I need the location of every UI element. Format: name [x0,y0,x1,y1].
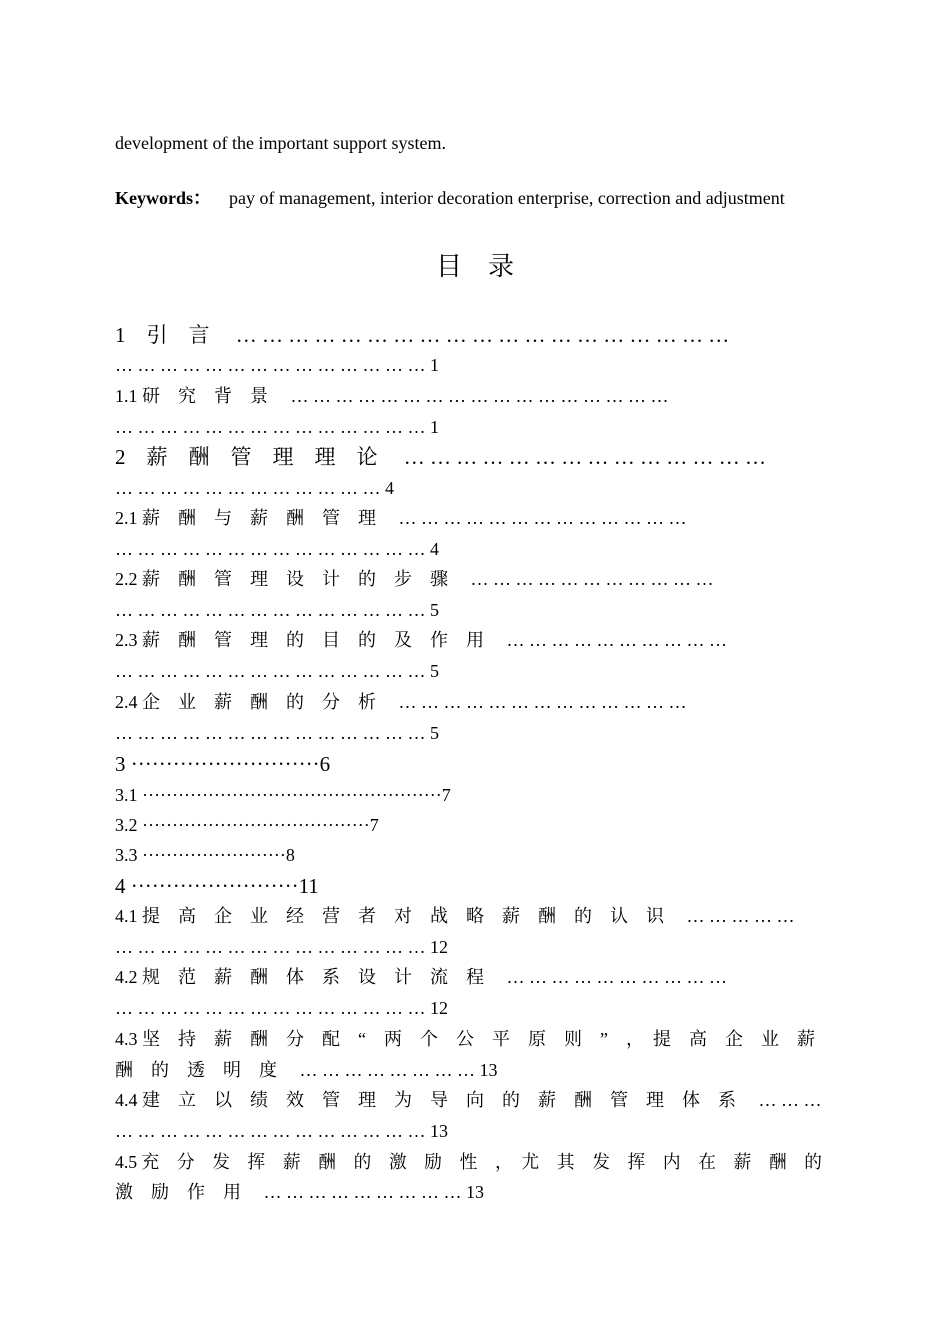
toc-entry-4-1-line2[interactable]: … … … … … … … … … … … … … … 12 [115,937,448,957]
toc-entry-2-3-line1[interactable]: 2.3 薪 酬 管 理 的 目 的 及 作 用 … … … … … … … … … … [115,630,727,650]
toc-entry-2-2-line1[interactable]: 2.2 薪 酬 管 理 设 计 的 步 骤 … … … … … … … … … … … [115,569,714,589]
toc-entry-2-3-line2[interactable]: … … … … … … … … … … … … … … 5 [115,661,439,681]
toc-entry-1-1-line1[interactable]: 1.1 研 究 背 景 … … … … … … … … … … … … … … … … … [115,386,669,406]
toc-entry-2-4-line2[interactable]: … … … … … … … … … … … … … … 5 [115,723,439,743]
toc-entry-2-4-line1[interactable]: 2.4 企 业 薪 酬 的 分 析 … … … … … … … … … … … … … [115,692,687,712]
toc-title: 目 录 [435,252,514,281]
toc-entry-2-line1[interactable]: 2 薪 酬 管 理 理 论 … … … … … … … … … … … … … … [115,445,766,469]
toc-entry-4-2-line2[interactable]: … … … … … … … … … … … … … … 12 [115,998,448,1018]
toc-entry-1-line1[interactable]: 1 引 言 … … … … … … … … … … … … … … … … … … … [115,323,730,347]
toc-entry-4-3-line2[interactable]: 酬 的 透 明 度 … … … … … … … … 13 [115,1060,498,1080]
toc-entry-4-2-line1[interactable]: 4.2 规 范 薪 酬 体 系 设 计 流 程 … … … … … … … … … … [115,967,727,987]
toc-entry-3-2[interactable]: 3.2 ······································7 [115,815,379,835]
toc-entry-4-5-line1[interactable]: 4.5 充 分 发 挥 薪 酬 的 激 励 性 ， 尤 其 发 挥 内 在 薪 酬 的 [115,1152,822,1172]
keywords-label: Keywords： [115,188,211,208]
toc-entry-3-1[interactable]: 3.1 ··················································7 [115,785,451,805]
toc-entry-4[interactable]: 4 ························11 [115,874,319,898]
toc-entry-4-4-line1[interactable]: 4.4 建 立 以 绩 效 管 理 为 导 向 的 薪 酬 管 理 体 系 … … … [115,1090,822,1110]
toc-entry-2-line2[interactable]: … … … … … … … … … … … … 4 [115,478,394,498]
toc-entry-4-5-line2[interactable]: 激 励 作 用 … … … … … … … … … 13 [115,1182,484,1202]
toc-entry-4-1-line1[interactable]: 4.1 提 高 企 业 经 营 者 对 战 略 薪 酬 的 认 识 … … … … … [115,906,795,926]
toc-entry-2-1-line1[interactable]: 2.1 薪 酬 与 薪 酬 管 理 … … … … … … … … … … … … … [115,508,687,528]
toc-entry-4-3-line1[interactable]: 4.3 坚 持 薪 酬 分 配 “ 两 个 公 平 原 则 ” ， 提 高 企 业 薪 [115,1029,815,1049]
toc-entry-2-2-line2[interactable]: … … … … … … … … … … … … … … 5 [115,600,439,620]
keywords-line [115,189,785,207]
toc-entry-1-line2[interactable]: … … … … … … … … … … … … … … 1 [115,355,439,375]
abstract-tail-text: development of the important support system. [115,133,446,153]
keywords-text: pay of management, interior decoration enterprise, correction and adjustment [229,188,785,208]
toc-entry-4-4-line2[interactable]: … … … … … … … … … … … … … … 13 [115,1121,448,1141]
toc-entry-3-3[interactable]: 3.3 ························8 [115,845,295,865]
toc-entry-2-1-line2[interactable]: … … … … … … … … … … … … … … 4 [115,539,439,559]
toc-entry-1-1-line2[interactable]: … … … … … … … … … … … … … … 1 [115,417,439,437]
toc-entry-3[interactable]: 3 ···························6 [115,752,331,776]
